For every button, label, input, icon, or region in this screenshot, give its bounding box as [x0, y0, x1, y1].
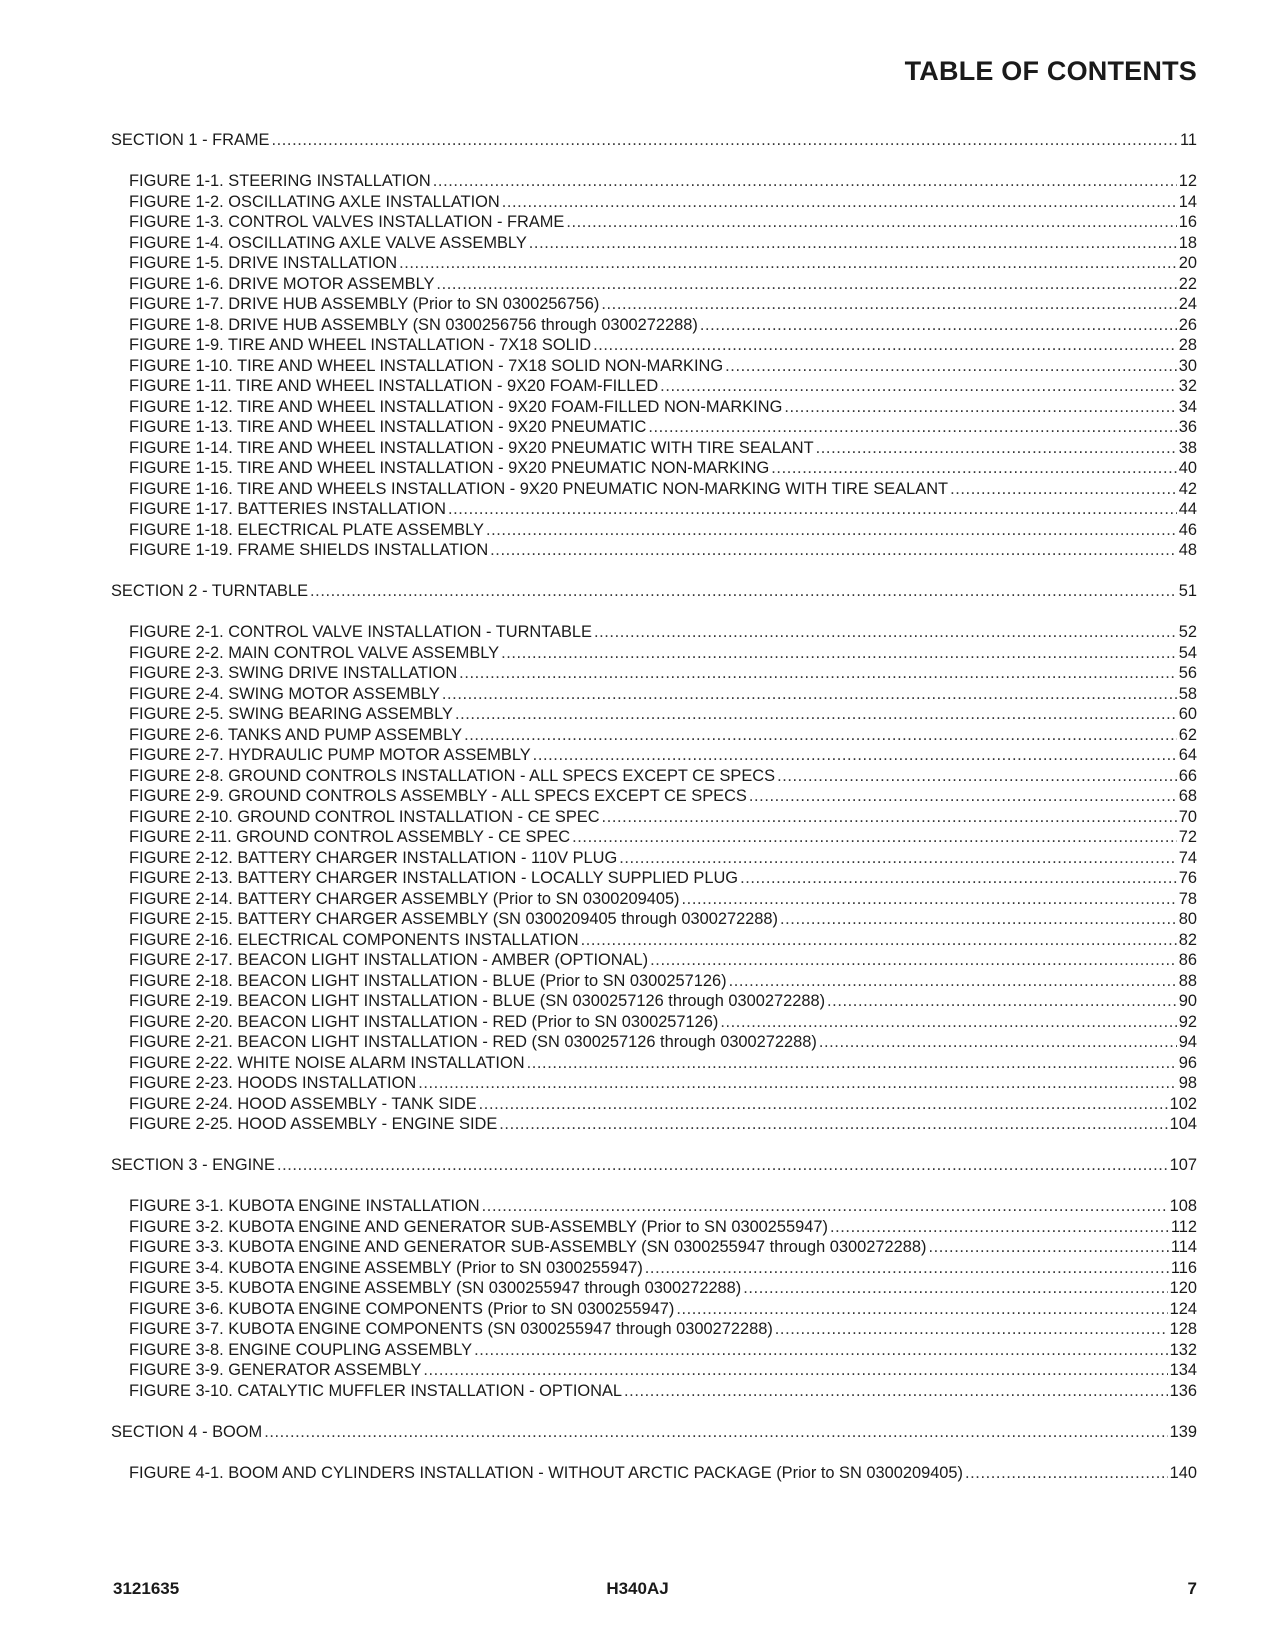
- toc-entry-label: FIGURE 2-23. HOODS INSTALLATION: [129, 1074, 417, 1092]
- dot-leader: [442, 684, 1177, 705]
- toc-entry-page: 38: [1178, 438, 1197, 457]
- toc-entry-page: 108: [1169, 1197, 1197, 1215]
- dot-leader: [771, 458, 1177, 479]
- toc-entry-label: FIGURE 1-8. DRIVE HUB ASSEMBLY (SN 0300256756 through 0300272288): [129, 315, 698, 334]
- toc-entry-label: FIGURE 1-13. TIRE AND WHEEL INSTALLATION - 9X20 PNEUMATIC: [129, 418, 647, 436]
- toc-entry-label: FIGURE 1-14. TIRE AND WHEEL INSTALLATION - 9X20 PNEUMATIC WITH TIRE SEALANT: [129, 438, 814, 457]
- toc-entry-page: 12: [1178, 172, 1197, 190]
- toc-figure-entry[interactable]: [129, 725, 1197, 746]
- dot-leader: [455, 704, 1177, 725]
- toc-entry-label: FIGURE 2-15. BATTERY CHARGER ASSEMBLY (SN 0300209405 through 0300272288): [129, 910, 778, 928]
- dot-leader: [277, 1155, 1168, 1176]
- toc-entry-label: FIGURE 3-6. KUBOTA ENGINE COMPONENTS (Prior to SN 0300255947): [129, 1299, 675, 1318]
- toc-entry-page: 78: [1178, 889, 1197, 908]
- toc-entry-page: 11: [1179, 131, 1197, 149]
- toc-entry-label: FIGURE 1-3. CONTROL VALVES INSTALLATION - FRAME: [129, 213, 565, 231]
- toc-entry-page: 40: [1178, 459, 1197, 477]
- dot-leader: [965, 1463, 1168, 1484]
- toc-entry-label: FIGURE 2-9. GROUND CONTROLS ASSEMBLY - ALL SPECS EXCEPT CE SPECS: [129, 787, 747, 805]
- toc-entry-label: FIGURE 2-19. BEACON LIGHT INSTALLATION - BLUE (SN 0300257126 through 0300272288): [129, 992, 826, 1010]
- dot-leader: [464, 725, 1177, 746]
- toc-entry-label: SECTION 3 - ENGINE: [111, 1156, 275, 1174]
- dot-leader: [725, 356, 1177, 377]
- toc-figure-entry[interactable]: [129, 971, 1197, 992]
- toc-entry-label: FIGURE 2-10. GROUND CONTROL INSTALLATION - CE SPEC: [129, 807, 600, 826]
- dot-leader: [601, 294, 1176, 315]
- dot-leader: [648, 417, 1176, 438]
- toc-entry-page: 102: [1169, 1094, 1197, 1113]
- toc-entry-label: FIGURE 1-10. TIRE AND WHEEL INSTALLATION - 7X18 SOLID NON-MARKING: [129, 356, 724, 375]
- toc-entry-label: FIGURE 2-21. BEACON LIGHT INSTALLATION - RED (SN 0300257126 through 0300272288): [129, 1033, 817, 1051]
- toc-figure-entry[interactable]: [129, 1299, 1197, 1320]
- toc-figure-entry[interactable]: [129, 909, 1197, 930]
- dot-leader: [749, 786, 1177, 807]
- dot-leader: [423, 1360, 1167, 1381]
- toc-entry-page: 90: [1178, 992, 1197, 1010]
- dot-leader: [660, 376, 1177, 397]
- toc-figure-entry[interactable]: [129, 704, 1197, 725]
- dot-leader: [650, 950, 1177, 971]
- toc-figure-entry[interactable]: [129, 274, 1197, 295]
- dot-leader: [572, 827, 1177, 848]
- dot-leader: [780, 909, 1177, 930]
- toc-figure-entry[interactable]: [129, 745, 1197, 766]
- toc-figure-entry[interactable]: [129, 1012, 1197, 1033]
- dot-leader: [682, 889, 1177, 910]
- toc-entry-page: 51: [1178, 582, 1197, 600]
- toc-section-entry[interactable]: [111, 1155, 1197, 1176]
- dot-leader: [624, 1381, 1168, 1402]
- toc-entry-label: FIGURE 3-2. KUBOTA ENGINE AND GENERATOR SUB-ASSEMBLY (Prior to SN 0300255947): [129, 1217, 828, 1236]
- toc-figure-entry[interactable]: [129, 786, 1197, 807]
- toc-figure-entry[interactable]: [129, 807, 1197, 828]
- toc-entry-label: FIGURE 2-22. WHITE NOISE ALARM INSTALLATION: [129, 1053, 525, 1072]
- toc-entry-label: FIGURE 1-11. TIRE AND WHEEL INSTALLATION - 9X20 FOAM-FILLED: [129, 377, 659, 395]
- dot-leader: [743, 1278, 1167, 1299]
- toc-entry-label: FIGURE 2-3. SWING DRIVE INSTALLATION: [129, 664, 458, 682]
- toc-entry-page: 92: [1178, 1012, 1197, 1031]
- dot-leader: [486, 520, 1177, 541]
- toc-figure-entry[interactable]: [129, 1258, 1197, 1279]
- dot-leader: [271, 130, 1178, 151]
- toc-figure-entry[interactable]: [129, 766, 1197, 787]
- toc-figure-entry[interactable]: [129, 356, 1197, 377]
- toc-entry-page: 107: [1169, 1156, 1197, 1174]
- dot-leader: [700, 315, 1177, 336]
- toc-entry-label: FIGURE 1-2. OSCILLATING AXLE INSTALLATION: [129, 192, 500, 211]
- toc-entry-label: SECTION 4 - BOOM: [111, 1422, 263, 1441]
- toc-figure-entry[interactable]: [129, 376, 1197, 397]
- dot-leader: [784, 397, 1176, 418]
- toc-figure-entry[interactable]: [129, 1073, 1197, 1094]
- toc-figure-entry[interactable]: [129, 1278, 1197, 1299]
- dot-leader: [490, 540, 1177, 561]
- dot-leader: [819, 1032, 1177, 1053]
- toc-entry-label: FIGURE 2-24. HOOD ASSEMBLY - TANK SIDE: [129, 1094, 477, 1113]
- toc-figure-entry[interactable]: [129, 643, 1197, 664]
- toc-entry-label: FIGURE 2-2. MAIN CONTROL VALVE ASSEMBLY: [129, 643, 500, 662]
- toc-entry-page: 136: [1169, 1381, 1197, 1400]
- toc-figure-entry[interactable]: [129, 479, 1197, 500]
- toc-entry-label: FIGURE 2-13. BATTERY CHARGER INSTALLATION - LOCALLY SUPPLIED PLUG: [129, 869, 739, 887]
- toc-entry-label: FIGURE 2-5. SWING BEARING ASSEMBLY: [129, 705, 453, 723]
- toc-figure-entry[interactable]: [129, 930, 1197, 951]
- toc-figure-entry[interactable]: [129, 315, 1197, 336]
- dot-leader: [264, 1422, 1167, 1443]
- dot-leader: [729, 971, 1177, 992]
- toc-entry-page: 94: [1178, 1033, 1197, 1051]
- dot-leader: [645, 1258, 1169, 1279]
- toc-figure-entry[interactable]: [129, 192, 1197, 213]
- toc-section-entry[interactable]: [111, 581, 1197, 602]
- footer-model: H340AJ: [606, 1579, 669, 1598]
- dot-leader: [499, 1114, 1167, 1135]
- toc-entry-label: FIGURE 3-3. KUBOTA ENGINE AND GENERATOR SUB-ASSEMBLY (SN 0300255947 through 0300272288): [129, 1238, 927, 1256]
- toc-entry-page: 76: [1178, 869, 1197, 887]
- toc-entry-label: FIGURE 3-9. GENERATOR ASSEMBLY: [129, 1361, 422, 1379]
- dot-leader: [448, 499, 1177, 520]
- toc-figure-entry[interactable]: [129, 171, 1197, 192]
- dot-leader: [479, 1094, 1168, 1115]
- dot-leader: [433, 171, 1177, 192]
- toc-entry-page: 114: [1170, 1238, 1197, 1256]
- toc-entry-label: FIGURE 1-9. TIRE AND WHEEL INSTALLATION - 7X18 SOLID: [129, 336, 592, 354]
- dot-leader: [501, 643, 1177, 664]
- toc-entry-label: FIGURE 2-18. BEACON LIGHT INSTALLATION - BLUE (Prior to SN 0300257126): [129, 971, 727, 990]
- dot-leader: [740, 868, 1177, 889]
- toc-entry-page: 66: [1178, 766, 1197, 785]
- toc-entry-page: 96: [1178, 1053, 1197, 1072]
- toc-entry-page: 80: [1178, 910, 1197, 928]
- dot-leader: [775, 1319, 1168, 1340]
- toc-entry-page: 68: [1178, 787, 1197, 805]
- toc-entry-label: FIGURE 3-5. KUBOTA ENGINE ASSEMBLY (SN 0300255947 through 0300272288): [129, 1279, 742, 1297]
- toc-entry-label: FIGURE 1-19. FRAME SHIELDS INSTALLATION: [129, 541, 489, 559]
- toc-entry-label: FIGURE 2-4. SWING MOTOR ASSEMBLY: [129, 684, 440, 703]
- toc-entry-label: FIGURE 1-7. DRIVE HUB ASSEMBLY (Prior to SN 0300256756): [129, 295, 600, 313]
- dot-leader: [777, 766, 1177, 787]
- toc-entry-label: FIGURE 1-5. DRIVE INSTALLATION: [129, 254, 398, 272]
- toc-entry-label: FIGURE 2-17. BEACON LIGHT INSTALLATION - AMBER (OPTIONAL): [129, 951, 649, 969]
- toc-entry-page: 58: [1178, 684, 1197, 703]
- toc-figure-entry[interactable]: [129, 1053, 1197, 1074]
- toc-figure-entry[interactable]: [129, 1217, 1197, 1238]
- toc-entry-page: 64: [1178, 746, 1197, 764]
- toc-entry-page: 104: [1169, 1115, 1197, 1133]
- toc-figure-entry[interactable]: [129, 663, 1197, 684]
- toc-figure-entry[interactable]: [129, 1114, 1197, 1135]
- toc-entry-page: 56: [1178, 664, 1197, 682]
- toc-entry-page: 72: [1178, 828, 1197, 846]
- dot-leader: [566, 212, 1176, 233]
- dot-leader: [502, 192, 1177, 213]
- toc-figure-entry[interactable]: [129, 335, 1197, 356]
- toc-figure-entry[interactable]: [129, 417, 1197, 438]
- toc-entry-label: FIGURE 3-4. KUBOTA ENGINE ASSEMBLY (Prior to SN 0300255947): [129, 1258, 643, 1277]
- toc-entry-label: FIGURE 2-1. CONTROL VALVE INSTALLATION - TURNTABLE: [129, 623, 592, 641]
- dot-leader: [816, 438, 1177, 459]
- toc-entry-page: 32: [1178, 377, 1197, 395]
- dot-leader: [482, 1196, 1168, 1217]
- dot-leader: [619, 848, 1177, 869]
- dot-leader: [436, 274, 1176, 295]
- toc-entry-page: 18: [1178, 233, 1197, 252]
- toc-entry-page: 88: [1178, 971, 1197, 990]
- dot-leader: [310, 581, 1177, 602]
- toc-entry-page: 62: [1178, 725, 1197, 744]
- toc-entry-page: 116: [1170, 1258, 1197, 1277]
- toc-entry-label: FIGURE 3-7. KUBOTA ENGINE COMPONENTS (SN 0300255947 through 0300272288): [129, 1320, 773, 1338]
- dot-leader: [720, 1012, 1176, 1033]
- toc-entry-label: FIGURE 3-1. KUBOTA ENGINE INSTALLATION: [129, 1197, 480, 1215]
- toc-figure-entry[interactable]: [129, 868, 1197, 889]
- toc-entry-page: 74: [1178, 848, 1197, 867]
- toc-entry-page: 34: [1178, 397, 1197, 416]
- toc-entry-page: 42: [1178, 479, 1197, 498]
- toc-figure-entry[interactable]: [129, 1381, 1197, 1402]
- dot-leader: [529, 233, 1177, 254]
- dot-leader: [602, 807, 1177, 828]
- dot-leader: [399, 253, 1177, 274]
- toc-figure-entry[interactable]: [129, 827, 1197, 848]
- toc-entry-page: 124: [1169, 1299, 1197, 1318]
- toc-entry-label: FIGURE 2-6. TANKS AND PUMP ASSEMBLY: [129, 725, 463, 744]
- toc-entry-label: FIGURE 3-10. CATALYTIC MUFFLER INSTALLATION - OPTIONAL: [129, 1381, 623, 1400]
- toc-entry-page: 24: [1178, 295, 1197, 313]
- toc-figure-entry[interactable]: [129, 212, 1197, 233]
- footer-doc-number: 3121635: [113, 1579, 180, 1598]
- toc-figure-entry[interactable]: [129, 1032, 1197, 1053]
- toc-entry-page: 70: [1178, 807, 1197, 826]
- toc-figure-entry[interactable]: [129, 1360, 1197, 1381]
- toc-entry-label: FIGURE 2-16. ELECTRICAL COMPONENTS INSTALLATION: [129, 930, 579, 949]
- dot-leader: [533, 745, 1177, 766]
- toc-figure-entry[interactable]: [129, 1463, 1197, 1484]
- toc-figure-entry[interactable]: [129, 499, 1197, 520]
- toc-entry-page: 132: [1169, 1340, 1197, 1359]
- toc-entry-label: FIGURE 4-1. BOOM AND CYLINDERS INSTALLATION - WITHOUT ARCTIC PACKAGE (Prior to SN 0300209405): [129, 1463, 963, 1482]
- toc-entry-page: 44: [1178, 500, 1197, 518]
- dot-leader: [474, 1340, 1168, 1361]
- toc-figure-entry[interactable]: [129, 438, 1197, 459]
- toc-figure-entry[interactable]: [129, 684, 1197, 705]
- dot-leader: [950, 479, 1177, 500]
- dot-leader: [676, 1299, 1167, 1320]
- dot-leader: [418, 1073, 1177, 1094]
- toc-entry-page: 16: [1178, 213, 1197, 231]
- dot-leader: [928, 1237, 1168, 1258]
- dot-leader: [830, 1217, 1169, 1238]
- toc-entry-label: FIGURE 2-8. GROUND CONTROLS INSTALLATION - ALL SPECS EXCEPT CE SPECS: [129, 766, 776, 785]
- dot-leader: [459, 663, 1177, 684]
- toc-figure-entry[interactable]: [129, 1319, 1197, 1340]
- toc-entry-label: FIGURE 2-12. BATTERY CHARGER INSTALLATION - 110V PLUG: [129, 848, 618, 867]
- toc-entry-label: FIGURE 3-8. ENGINE COUPLING ASSEMBLY: [129, 1340, 473, 1359]
- toc-entry-label: FIGURE 1-15. TIRE AND WHEEL INSTALLATION - 9X20 PNEUMATIC NON-MARKING: [129, 459, 770, 477]
- toc-figure-entry[interactable]: [129, 397, 1197, 418]
- toc-entry-page: 46: [1178, 520, 1197, 539]
- toc-entry-page: 134: [1169, 1361, 1197, 1379]
- toc-entry-page: 54: [1178, 643, 1197, 662]
- toc-entry-label: FIGURE 1-1. STEERING INSTALLATION: [129, 172, 431, 190]
- toc-entry-page: 60: [1178, 705, 1197, 723]
- toc-entry-page: 30: [1178, 356, 1197, 375]
- toc-figure-entry[interactable]: [129, 458, 1197, 479]
- toc-entry-label: FIGURE 1-4. OSCILLATING AXLE VALVE ASSEMBLY: [129, 233, 527, 252]
- page-title: TABLE OF CONTENTS: [904, 56, 1197, 86]
- dot-leader: [527, 1053, 1177, 1074]
- toc-entry-label: SECTION 1 - FRAME: [111, 131, 270, 149]
- toc-entry-page: 112: [1170, 1217, 1197, 1236]
- toc-figure-entry[interactable]: [129, 1237, 1197, 1258]
- toc-entry-label: FIGURE 1-12. TIRE AND WHEEL INSTALLATION - 9X20 FOAM-FILLED NON-MARKING: [129, 397, 783, 416]
- toc-figure-entry[interactable]: [129, 1196, 1197, 1217]
- toc-entry-page: 139: [1169, 1422, 1197, 1441]
- toc-entry-page: 28: [1178, 336, 1197, 354]
- dot-leader: [827, 991, 1177, 1012]
- toc-entry-label: FIGURE 2-14. BATTERY CHARGER ASSEMBLY (Prior to SN 0300209405): [129, 889, 680, 908]
- toc-entry-page: 48: [1178, 541, 1197, 559]
- toc-entry-label: FIGURE 2-7. HYDRAULIC PUMP MOTOR ASSEMBLY: [129, 746, 531, 764]
- toc-entry-page: 20: [1178, 254, 1197, 272]
- toc-figure-entry[interactable]: [129, 1094, 1197, 1115]
- dot-leader: [593, 335, 1177, 356]
- toc-entry-page: 98: [1178, 1074, 1197, 1092]
- toc-entry-page: 14: [1178, 192, 1197, 211]
- toc-figure-entry[interactable]: [129, 233, 1197, 254]
- toc-entry-page: 52: [1178, 623, 1197, 641]
- toc-entry-page: 36: [1178, 418, 1197, 436]
- toc-figure-entry[interactable]: [129, 294, 1197, 315]
- toc-entry-page: 82: [1178, 930, 1197, 949]
- toc-entry-page: 120: [1169, 1279, 1197, 1297]
- toc-entry-label: FIGURE 2-25. HOOD ASSEMBLY - ENGINE SIDE: [129, 1115, 498, 1133]
- toc-entry-label: FIGURE 1-17. BATTERIES INSTALLATION: [129, 500, 446, 518]
- toc-figure-entry[interactable]: [129, 848, 1197, 869]
- toc-entry-label: SECTION 2 - TURNTABLE: [111, 582, 309, 600]
- toc-section-entry[interactable]: [111, 1422, 1197, 1443]
- toc-entry-label: FIGURE 2-11. GROUND CONTROL ASSEMBLY - CE SPEC: [129, 828, 571, 846]
- toc-figure-entry[interactable]: [129, 253, 1197, 274]
- toc-section-entry[interactable]: [111, 130, 1197, 151]
- dot-leader: [594, 622, 1177, 643]
- toc-entry-label: FIGURE 1-16. TIRE AND WHEELS INSTALLATION - 9X20 PNEUMATIC NON-MARKING WITH TIRE SEALANT: [129, 479, 949, 498]
- toc-figure-entry[interactable]: [129, 1340, 1197, 1361]
- toc-entry-page: 86: [1178, 951, 1197, 969]
- toc-entry-label: FIGURE 2-20. BEACON LIGHT INSTALLATION - RED (Prior to SN 0300257126): [129, 1012, 719, 1031]
- toc-entry-label: FIGURE 1-6. DRIVE MOTOR ASSEMBLY: [129, 274, 435, 293]
- dot-leader: [581, 930, 1177, 951]
- toc-entry-page: 22: [1178, 274, 1197, 293]
- toc-entry-page: 128: [1169, 1320, 1197, 1338]
- toc-entry-page: 140: [1169, 1463, 1197, 1482]
- toc-figure-entry[interactable]: [129, 991, 1197, 1012]
- toc-figure-entry[interactable]: [129, 950, 1197, 971]
- footer-page-number: 7: [1187, 1579, 1197, 1598]
- toc-figure-entry[interactable]: [129, 889, 1197, 910]
- toc-entry-page: 26: [1178, 315, 1197, 334]
- toc-figure-entry[interactable]: [129, 520, 1197, 541]
- toc-figure-entry[interactable]: [129, 540, 1197, 561]
- toc-entry-label: FIGURE 1-18. ELECTRICAL PLATE ASSEMBLY: [129, 520, 484, 539]
- toc-figure-entry[interactable]: [129, 622, 1197, 643]
